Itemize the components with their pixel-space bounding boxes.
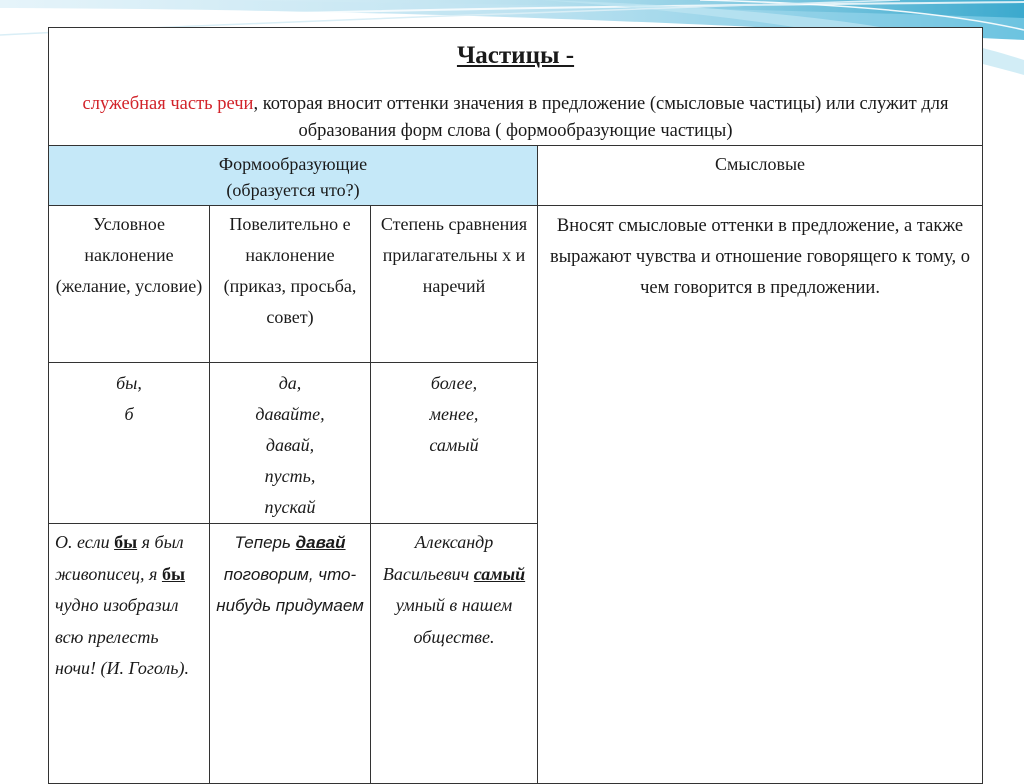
particle-item: да, — [278, 373, 302, 393]
imperative-mood-label: Повелительно е наклонение (приказ, просьба, совет) — [223, 214, 357, 327]
example-text: чудно изобразил всю прелесть ночи! (И. Гоголь). — [55, 595, 189, 678]
conditional-mood-cell — [49, 206, 210, 363]
form-forming-title: Формообразующие — [218, 154, 368, 174]
page-title: Частицы - — [456, 42, 575, 69]
particle-item: менее, — [429, 404, 479, 424]
conditional-mood-label: Условное наклонение (желание, условие) — [55, 214, 203, 296]
imperative-particles-list — [210, 363, 370, 523]
example-particle: бы — [161, 563, 185, 584]
example-particle: давай — [295, 533, 346, 552]
comparison-particles-list — [371, 363, 537, 461]
particles-table — [48, 27, 983, 784]
particle-item: б — [124, 404, 134, 424]
particle-item: давай, — [265, 435, 315, 455]
comparison-particles-cell — [371, 363, 538, 524]
example-particle: самый — [473, 563, 526, 584]
particle-item: пусть, — [264, 466, 316, 486]
particle-item: бы, — [116, 373, 142, 393]
form-forming-question: (образуется что?) — [226, 180, 360, 200]
semantic-title: Смысловые — [714, 154, 806, 174]
imperative-example-cell — [210, 524, 371, 784]
particle-item: самый — [429, 435, 479, 455]
particle-item: давайте, — [255, 404, 325, 424]
imperative-particles-cell — [210, 363, 371, 524]
particle-item: более, — [430, 373, 478, 393]
imperative-mood-cell — [210, 206, 371, 363]
comparison-degree-cell — [371, 206, 538, 363]
example-text: О. если — [55, 532, 115, 552]
definition-highlight: служебная часть речи — [82, 94, 254, 114]
example-particle: бы — [114, 532, 138, 552]
conditional-particles-cell — [49, 363, 210, 524]
example-text: поговорим, что-нибудь придумаем — [216, 564, 364, 615]
form-forming-header — [49, 146, 538, 206]
conditional-example — [49, 524, 209, 685]
imperative-example — [210, 524, 370, 622]
table-header-cell — [49, 28, 983, 146]
semantic-description-cell — [538, 206, 983, 784]
semantic-header — [538, 146, 983, 206]
particle-item: пускай — [264, 497, 316, 517]
example-text: Александр Васильевич — [382, 532, 494, 584]
comparison-degree-label: Степень сравнения прилагательны х и наречий — [380, 214, 528, 296]
comparison-example-cell — [371, 524, 538, 784]
conditional-particles-list — [49, 363, 209, 430]
definition — [49, 91, 982, 145]
example-text: Теперь — [234, 533, 296, 552]
semantic-description: Вносят смысловые оттенки в предложение, а также выражают чувства и отношение говорящего к тому, о чем говорится в предложении. — [550, 216, 970, 298]
comparison-example — [371, 524, 537, 653]
conditional-example-cell — [49, 524, 210, 784]
example-text: умный в нашем обществе. — [395, 595, 513, 647]
definition-text: , которая вносит оттенки значения в предложение (смысловые частицы) или служит для образования форм слова ( формообразующие частицы) — [253, 94, 949, 141]
example-text: я был живописец, я — [55, 532, 184, 584]
